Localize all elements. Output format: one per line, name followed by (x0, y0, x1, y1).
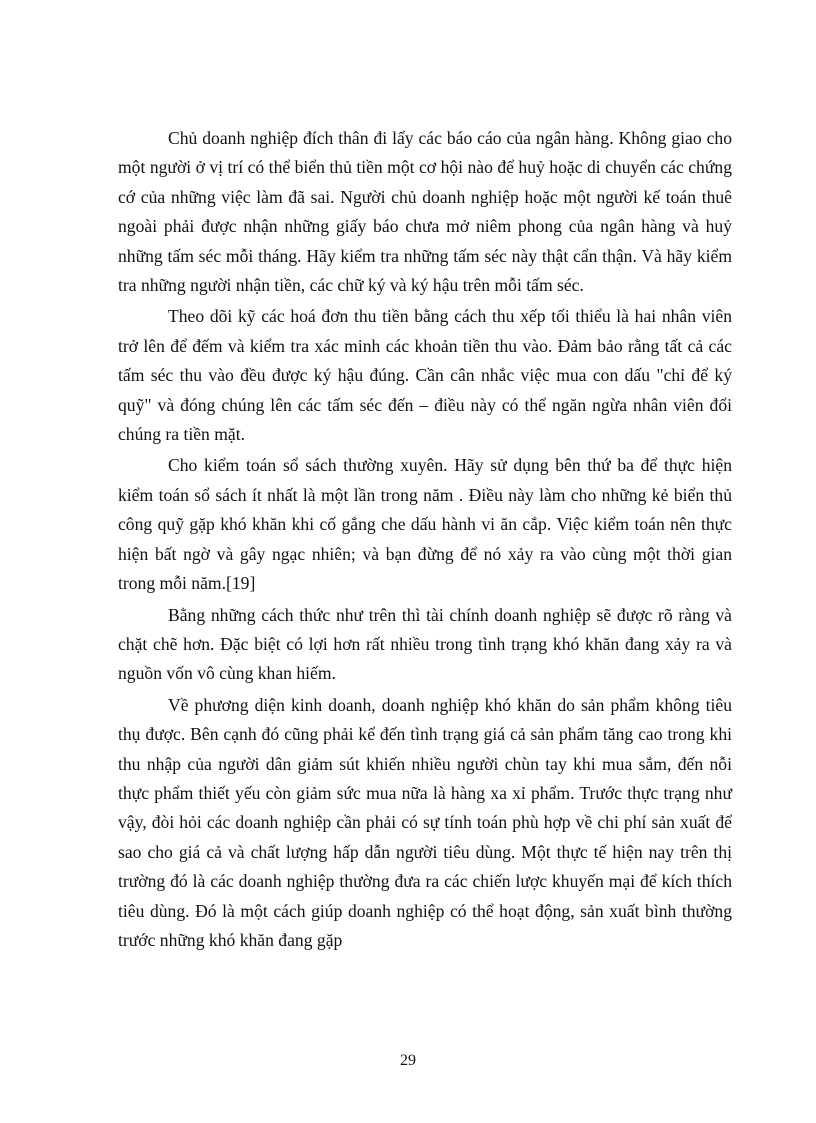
paragraph-finance-summary: Bằng những cách thức như trên thì tài chính doanh nghiệp sẽ được rõ ràng và chặt chẽ hơn. Đặc biệt có lợi hơn rất nhiều trong tình trạng khó khăn đang xảy ra và nguồn vốn vô cùng khan hiếm. (118, 604, 732, 684)
paragraph-receipts: Theo dõi kỹ các hoá đơn thu tiền bằng cách thu xếp tối thiểu là hai nhân viên trở lên để đếm và kiểm tra xác minh các khoản tiền thu vào. Đảm bảo rằng tất cả các tấm séc thu vào đều được ký hậu đúng. Cần cân nhắc việc mua con dấu "chỉ để ký quỹ" và đóng chúng lên các tấm séc đến – điều này có thể ngăn ngừa nhân viên đổi chúng ra tiền mặt. (118, 306, 732, 445)
page-number: 29 (400, 1052, 416, 1069)
paragraph-audit: Cho kiểm toán sổ sách thường xuyên. Hãy sử dụng bên thứ ba để thực hiện kiểm toán sổ sách ít nhất là một lần trong năm . Điều này làm cho những kẻ biển thủ công quỹ gặp khó khăn khi cố gắng che dấu hành vi ăn cắp. Việc kiểm toán nên thực hiện bất ngờ và gây ngạc nhiên; và bạn đừng để nó xảy ra vào cùng một thời gian trong mỗi năm.[19] (118, 455, 732, 594)
body-text (118, 124, 732, 957)
paragraph-bank-statements: Chủ doanh nghiệp đích thân đi lấy các báo cáo của ngân hàng. Không giao cho một người ở vị trí có thể biển thủ tiền một cơ hội nào để huỷ hoặc di chuyển các chứng cớ của những việc làm đã sai. Người chủ doanh nghiệp hoặc một người kế toán thuê ngoài phải được nhận những giấy báo chưa mở niêm phong của ngân hàng và huỷ những tấm séc mỗi tháng. Hãy kiểm tra những tấm séc này thật cẩn thận. Và hãy kiểm tra những người nhận tiền, các chữ ký và ký hậu trên mỗi tấm séc. (118, 128, 732, 296)
paragraph-business-aspect: Về phương diện kinh doanh, doanh nghiệp khó khăn do sản phẩm không tiêu thụ được. Bên cạnh đó cũng phải kể đến tình trạng giá cả sản phẩm tăng cao trong khi thu nhập của người dân giảm sút khiến nhiều người chùn tay khi mua sắm, đến nỗi thực phẩm thiết yếu còn giảm sức mua nữa là hàng xa xỉ phẩm. Trước thực trạng như vậy, đòi hỏi các doanh nghiệp cần phải có sự tính toán phù hợp về chi phí sản xuất để sao cho giá cả và chất lượng hấp dẫn người tiêu dùng. Một thực tế hiện nay trên thị trường đó là các doanh nghiệp thường đưa ra các chiến lược khuyến mại để kích thích tiêu dùng. Đó là một cách giúp doanh nghiệp có thể hoạt động, sản xuất bình thường trước những khó khăn đang gặp (118, 694, 732, 950)
